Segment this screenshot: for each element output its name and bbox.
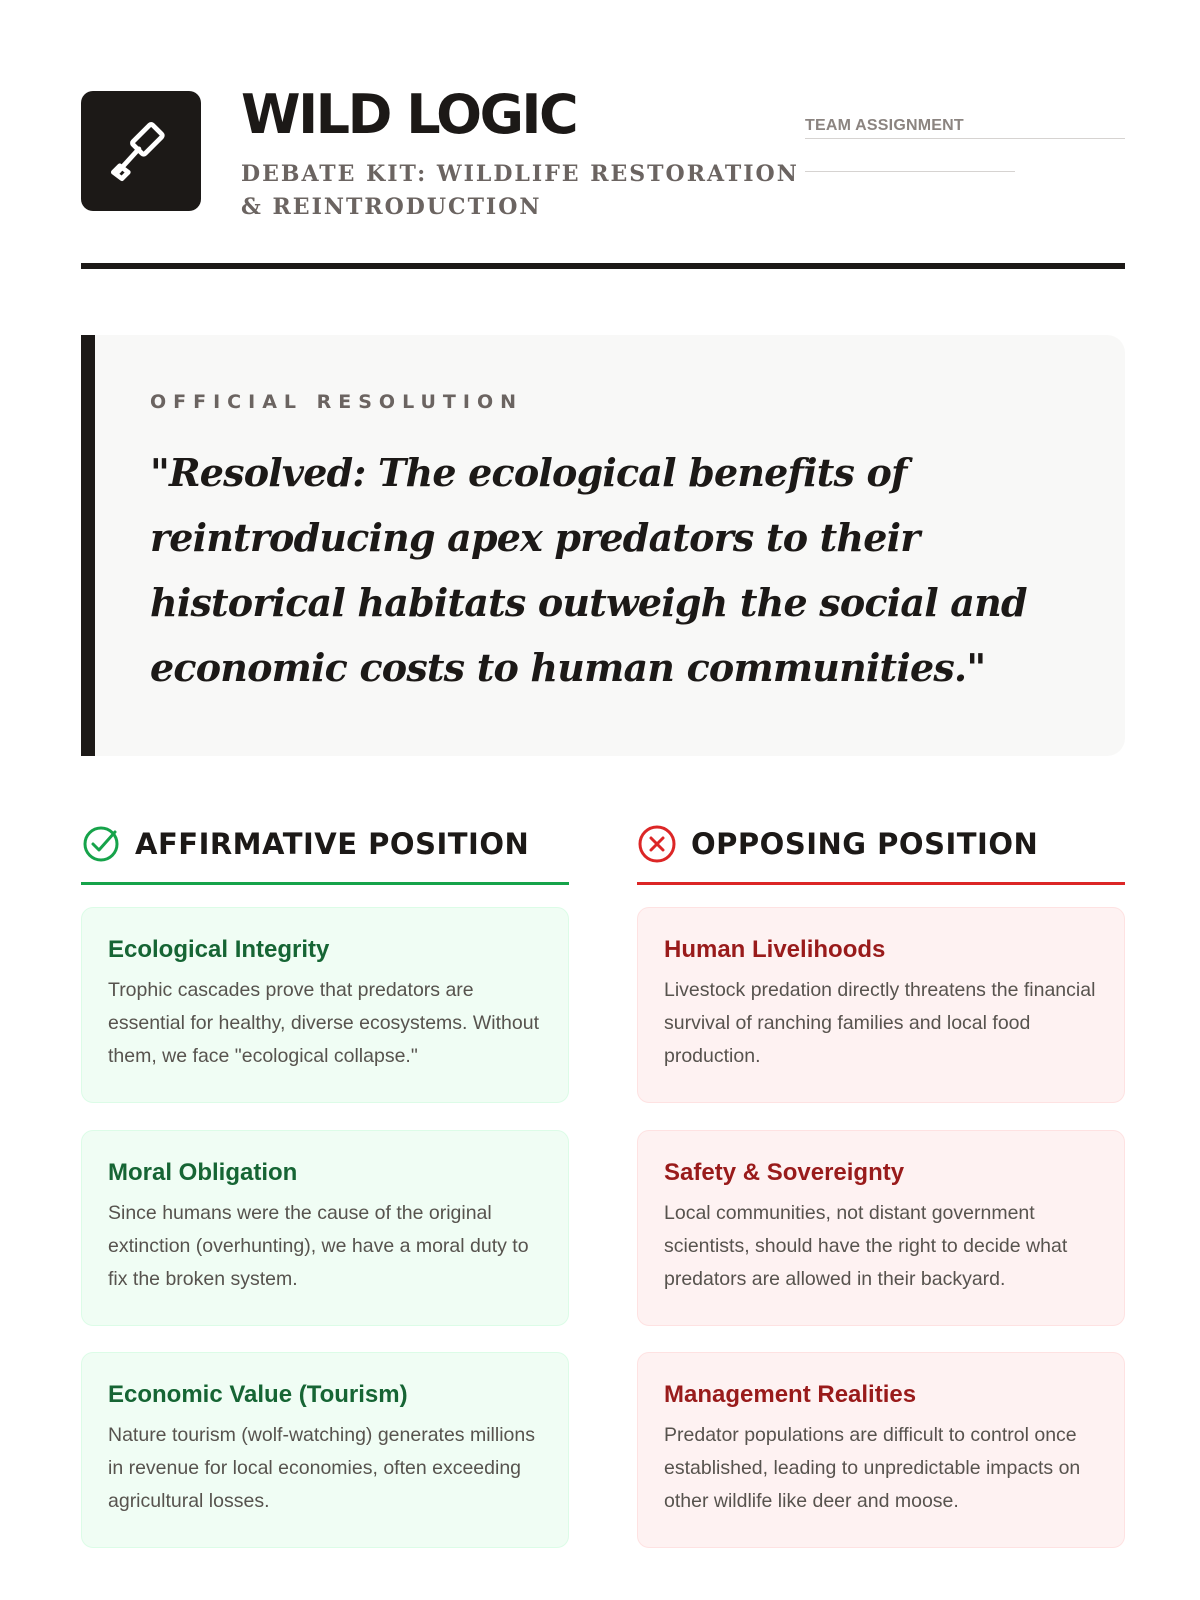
- gavel-icon: [107, 117, 175, 185]
- card-body: Livestock predation directly threatens the financial survival of ranching families and local food production.: [664, 979, 1096, 1067]
- card-title: Moral Obligation: [108, 1159, 298, 1186]
- argument-card: [637, 1352, 1125, 1548]
- card-title: Management Realities: [664, 1381, 917, 1408]
- card-body: Since humans were the cause of the original extinction (overhunting), we have a moral duty to fix the broken system.: [108, 1202, 529, 1290]
- resolution-label: OFFICIAL RESOLUTION: [150, 391, 524, 413]
- argument-card: [637, 1130, 1125, 1326]
- affirmative-header: [81, 820, 569, 885]
- card-body: Local communities, not distant government scientists, should have the right to decide what predators are allowed in their backyard.: [664, 1202, 1068, 1290]
- brand-title: WILD LOGIC: [241, 83, 577, 146]
- affirmative-column: [81, 820, 569, 1512]
- team-assignment-line: [805, 171, 1015, 172]
- affirmative-title: AFFIRMATIVE POSITION: [135, 827, 530, 861]
- team-assignment-label: TEAM ASSIGNMENT: [805, 117, 1125, 139]
- opposing-header: [637, 820, 1125, 885]
- card-body: Predator populations are difficult to control once established, leading to unpredictable impacts on other wildlife like deer and moose.: [664, 1424, 1081, 1512]
- argument-card: [81, 907, 569, 1103]
- logo: [81, 91, 201, 211]
- team-assignment: [805, 117, 1125, 172]
- card-title: Economic Value (Tourism): [108, 1381, 408, 1408]
- check-circle-icon: [81, 824, 121, 864]
- resolution-panel: [81, 335, 1125, 756]
- page-header: [81, 83, 1125, 269]
- card-body: Trophic cascades prove that predators are essential for healthy, diverse ecosystems. Without them, we face "ecological collapse.": [108, 979, 539, 1067]
- argument-card: [637, 907, 1125, 1103]
- opposing-title: OPPOSING POSITION: [691, 827, 1039, 861]
- x-circle-icon: [637, 824, 677, 864]
- resolution-text: "Resolved: The ecological benefits of reintroducing apex predators to their historical habitats outweigh the social and economic costs to human communities.": [150, 450, 1027, 690]
- argument-card: [81, 1352, 569, 1548]
- card-title: Safety & Sovereignty: [664, 1159, 905, 1186]
- opposing-column: [637, 820, 1125, 1512]
- argument-card: [81, 1130, 569, 1326]
- card-title: Ecological Integrity: [108, 936, 330, 963]
- card-title: Human Livelihoods: [664, 936, 886, 963]
- card-body: Nature tourism (wolf-watching) generates millions in revenue for local economies, often exceeding agricultural losses.: [108, 1424, 535, 1512]
- page-subtitle: DEBATE KIT: WILDLIFE RESTORATION & REINTRODUCTION: [241, 161, 799, 221]
